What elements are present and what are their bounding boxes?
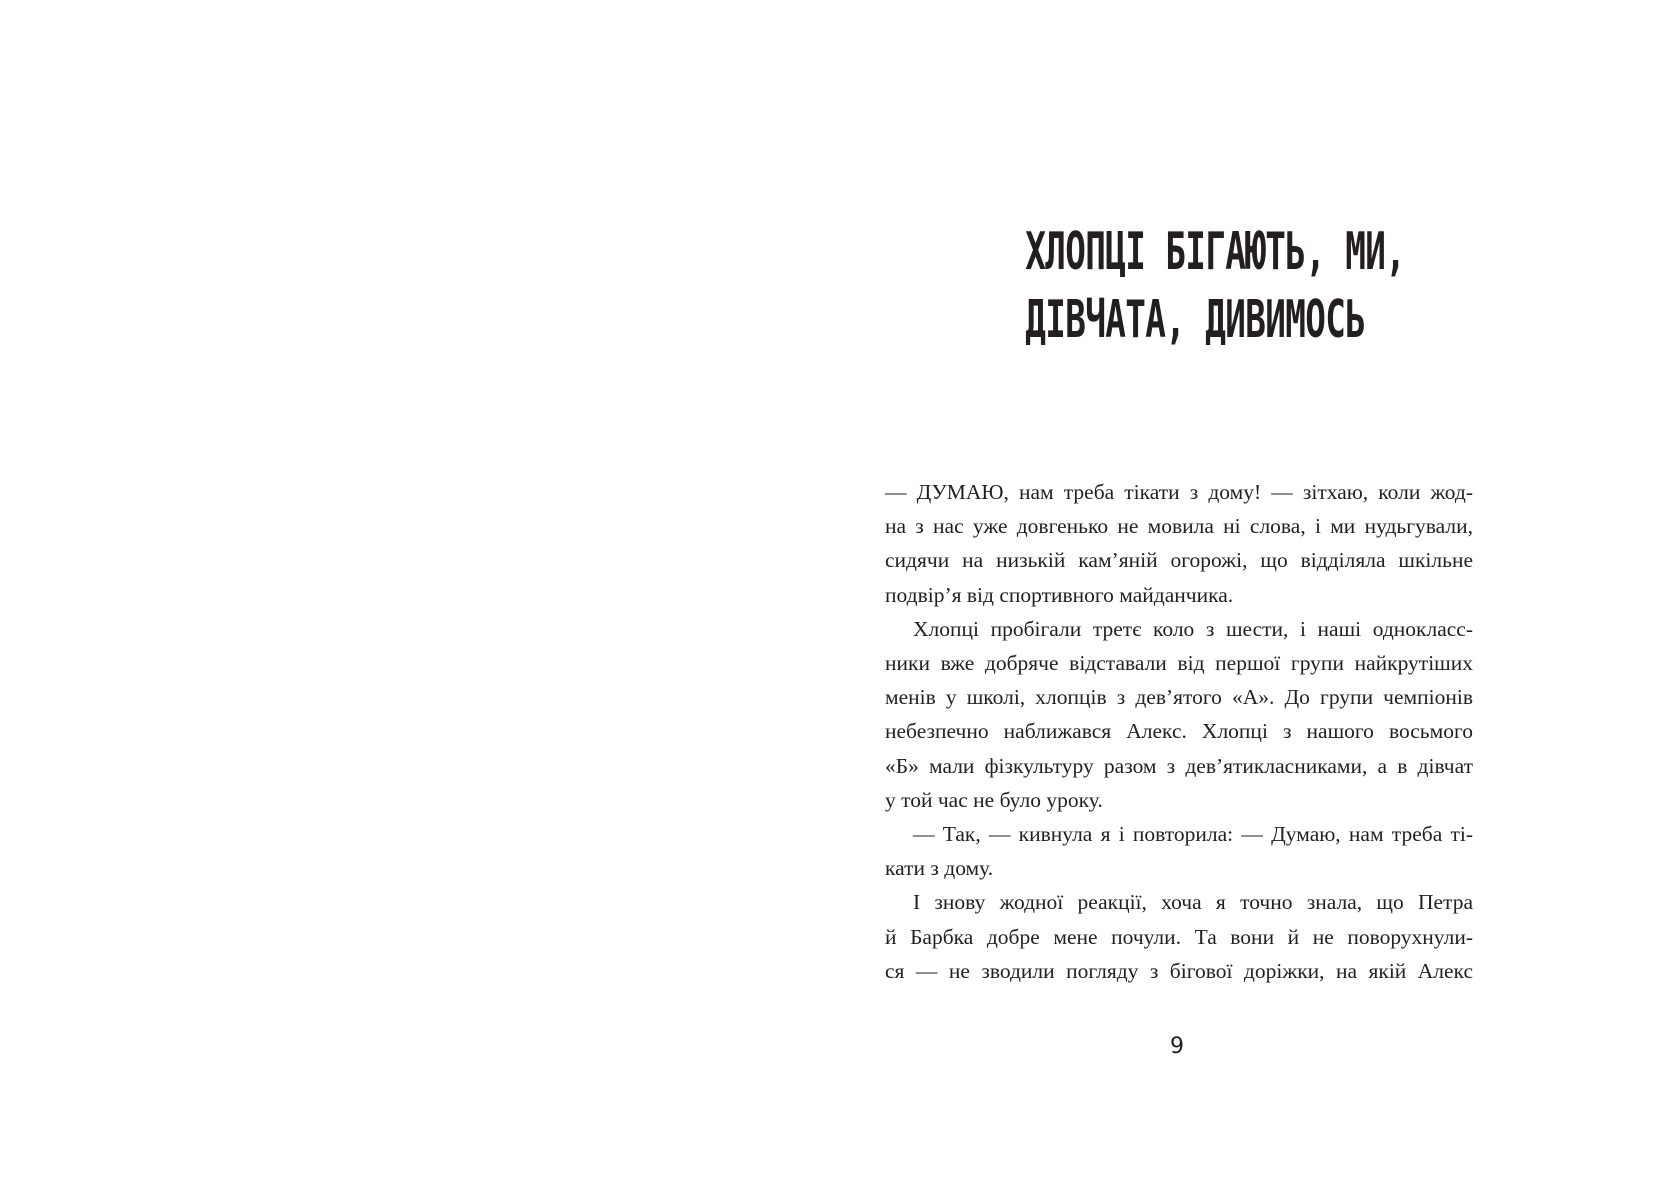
chapter-title-line-1: ХЛОПЦІ БІГАЮТЬ, МИ, — [1025, 222, 1406, 282]
paragraph-1 — [885, 475, 1473, 612]
page-number: 9 — [1170, 1034, 1184, 1059]
right-page — [827, 0, 1654, 1182]
text-line: «Б» мали фізкультуру разом з дев’ятикласниками, а в дівчат — [885, 753, 1473, 778]
text-line: — ДУМАЮ, нам треба тікати з дому! — зітхаю, коли жод- — [885, 480, 1473, 504]
text-line: на з нас уже довгенько не мовила ні слова, і ми нудьгували, — [885, 514, 1473, 539]
text-line: й Барбка добре мене почули. Та вони й не поворухнули- — [885, 924, 1473, 949]
text-line: сидячи на низькій кам’яній огорожі, що відділяла шкільне — [885, 548, 1473, 573]
text-line: подвір’я від спортивного майданчика. — [885, 582, 1234, 607]
chapter-title-line-2: ДІВЧАТА, ДИВИМОСЬ — [1025, 290, 1366, 350]
text-line: — Так, — кивнула я і повторила: — Думаю, нам треба ті- — [913, 822, 1473, 847]
chapter-body — [885, 475, 1473, 988]
text-line: ся — не зводили погляду з бігової доріжки, на якій Алекс — [885, 958, 1473, 983]
text-line: ники вже добряче відставали від першої групи найкрутіших — [885, 651, 1473, 676]
chapter-title — [1025, 218, 1406, 354]
paragraph-4 — [885, 885, 1473, 988]
text-line: у той час не було уроку. — [885, 787, 1103, 812]
text-line: небезпечно наближався Алекс. Хлопці з нашого восьмого — [885, 719, 1473, 744]
paragraph-3 — [885, 817, 1473, 885]
text-line: Хлопці пробігали третє коло з шести, і наші однокласс- — [913, 616, 1473, 641]
text-line: менів у школі, хлопців з дев’ятого «А». До групи чемпіонів — [885, 685, 1473, 710]
text-line: І знову жодної реакції, хоча я точно знала, що Петра — [913, 890, 1473, 915]
text-line: кати з дому. — [885, 856, 994, 881]
paragraph-2 — [885, 612, 1473, 817]
